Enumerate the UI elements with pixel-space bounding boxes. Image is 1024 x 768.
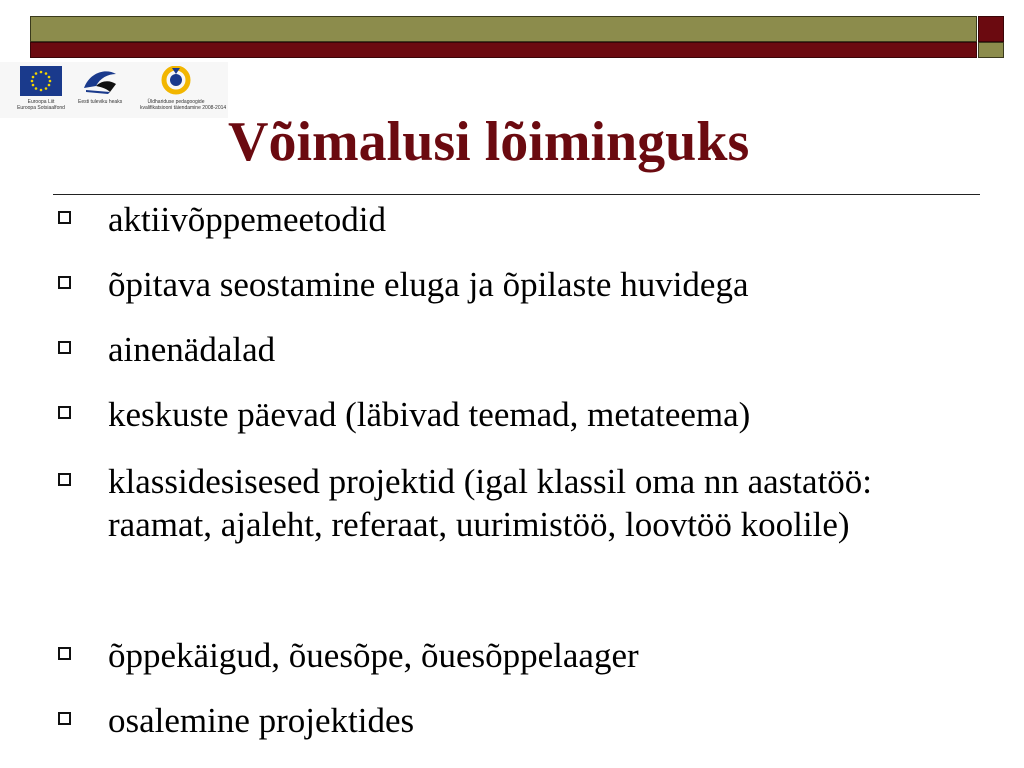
logo-strip (0, 62, 228, 118)
square-bullet-icon (58, 473, 71, 486)
eu-flag-logo (17, 66, 65, 111)
bullet-text: klassidesisesed projektid (igal klassil oma nn aastatöö: raamat, ajaleht, referaat, uurimistöö, loovtöö koolile) (108, 462, 873, 544)
bullet-text: aktiivõppemeetodid (108, 200, 386, 239)
slide-title: Võimalusi lõiminguks (228, 111, 750, 173)
teacher-training-emblem-icon (148, 66, 204, 96)
estonian-caption-line-1: Eesti tuleviku heaks (78, 99, 123, 105)
bullet-text: osalemine projektides (108, 701, 415, 740)
teacher-logo-caption (140, 99, 227, 111)
estonian-future-logo (78, 66, 123, 105)
eu-flag-icon (20, 66, 62, 96)
square-bullet-icon (58, 276, 71, 289)
header-olive-bar (30, 16, 977, 42)
header-corner-maroon-square (978, 16, 1004, 42)
square-bullet-icon (58, 211, 71, 224)
header-maroon-bar (30, 42, 977, 58)
square-bullet-icon (58, 406, 71, 419)
eu-logo-caption (16, 99, 66, 111)
square-bullet-icon (58, 712, 71, 725)
header-corner-olive-square (978, 42, 1004, 58)
estonian-logo-caption (78, 99, 122, 105)
square-bullet-icon (58, 647, 71, 660)
teacher-caption-line-1: Üldhariduse pedagoogide (147, 99, 205, 105)
bullet-text: keskuste päevad (läbivad teemad, metateema) (108, 395, 751, 434)
square-bullet-icon (58, 341, 71, 354)
bullet-text: õppekäigud, õuesõpe, õuesõppelaager (108, 636, 639, 675)
eu-caption-line-2: Euroopa Sotsiaalfond (17, 105, 65, 111)
title-divider (53, 194, 980, 195)
bullet-text: ainenädalad (108, 330, 276, 369)
bullet-text: õpitava seostamine eluga ja õpilaste huvidega (108, 265, 749, 304)
teacher-training-logo (140, 66, 227, 111)
teacher-caption-line-2: kvalifikatsiooni täiendamine 2008-2014 (140, 105, 227, 111)
swallow-icon (80, 66, 120, 96)
eu-caption-line-1: Euroopa Liit (27, 99, 55, 105)
